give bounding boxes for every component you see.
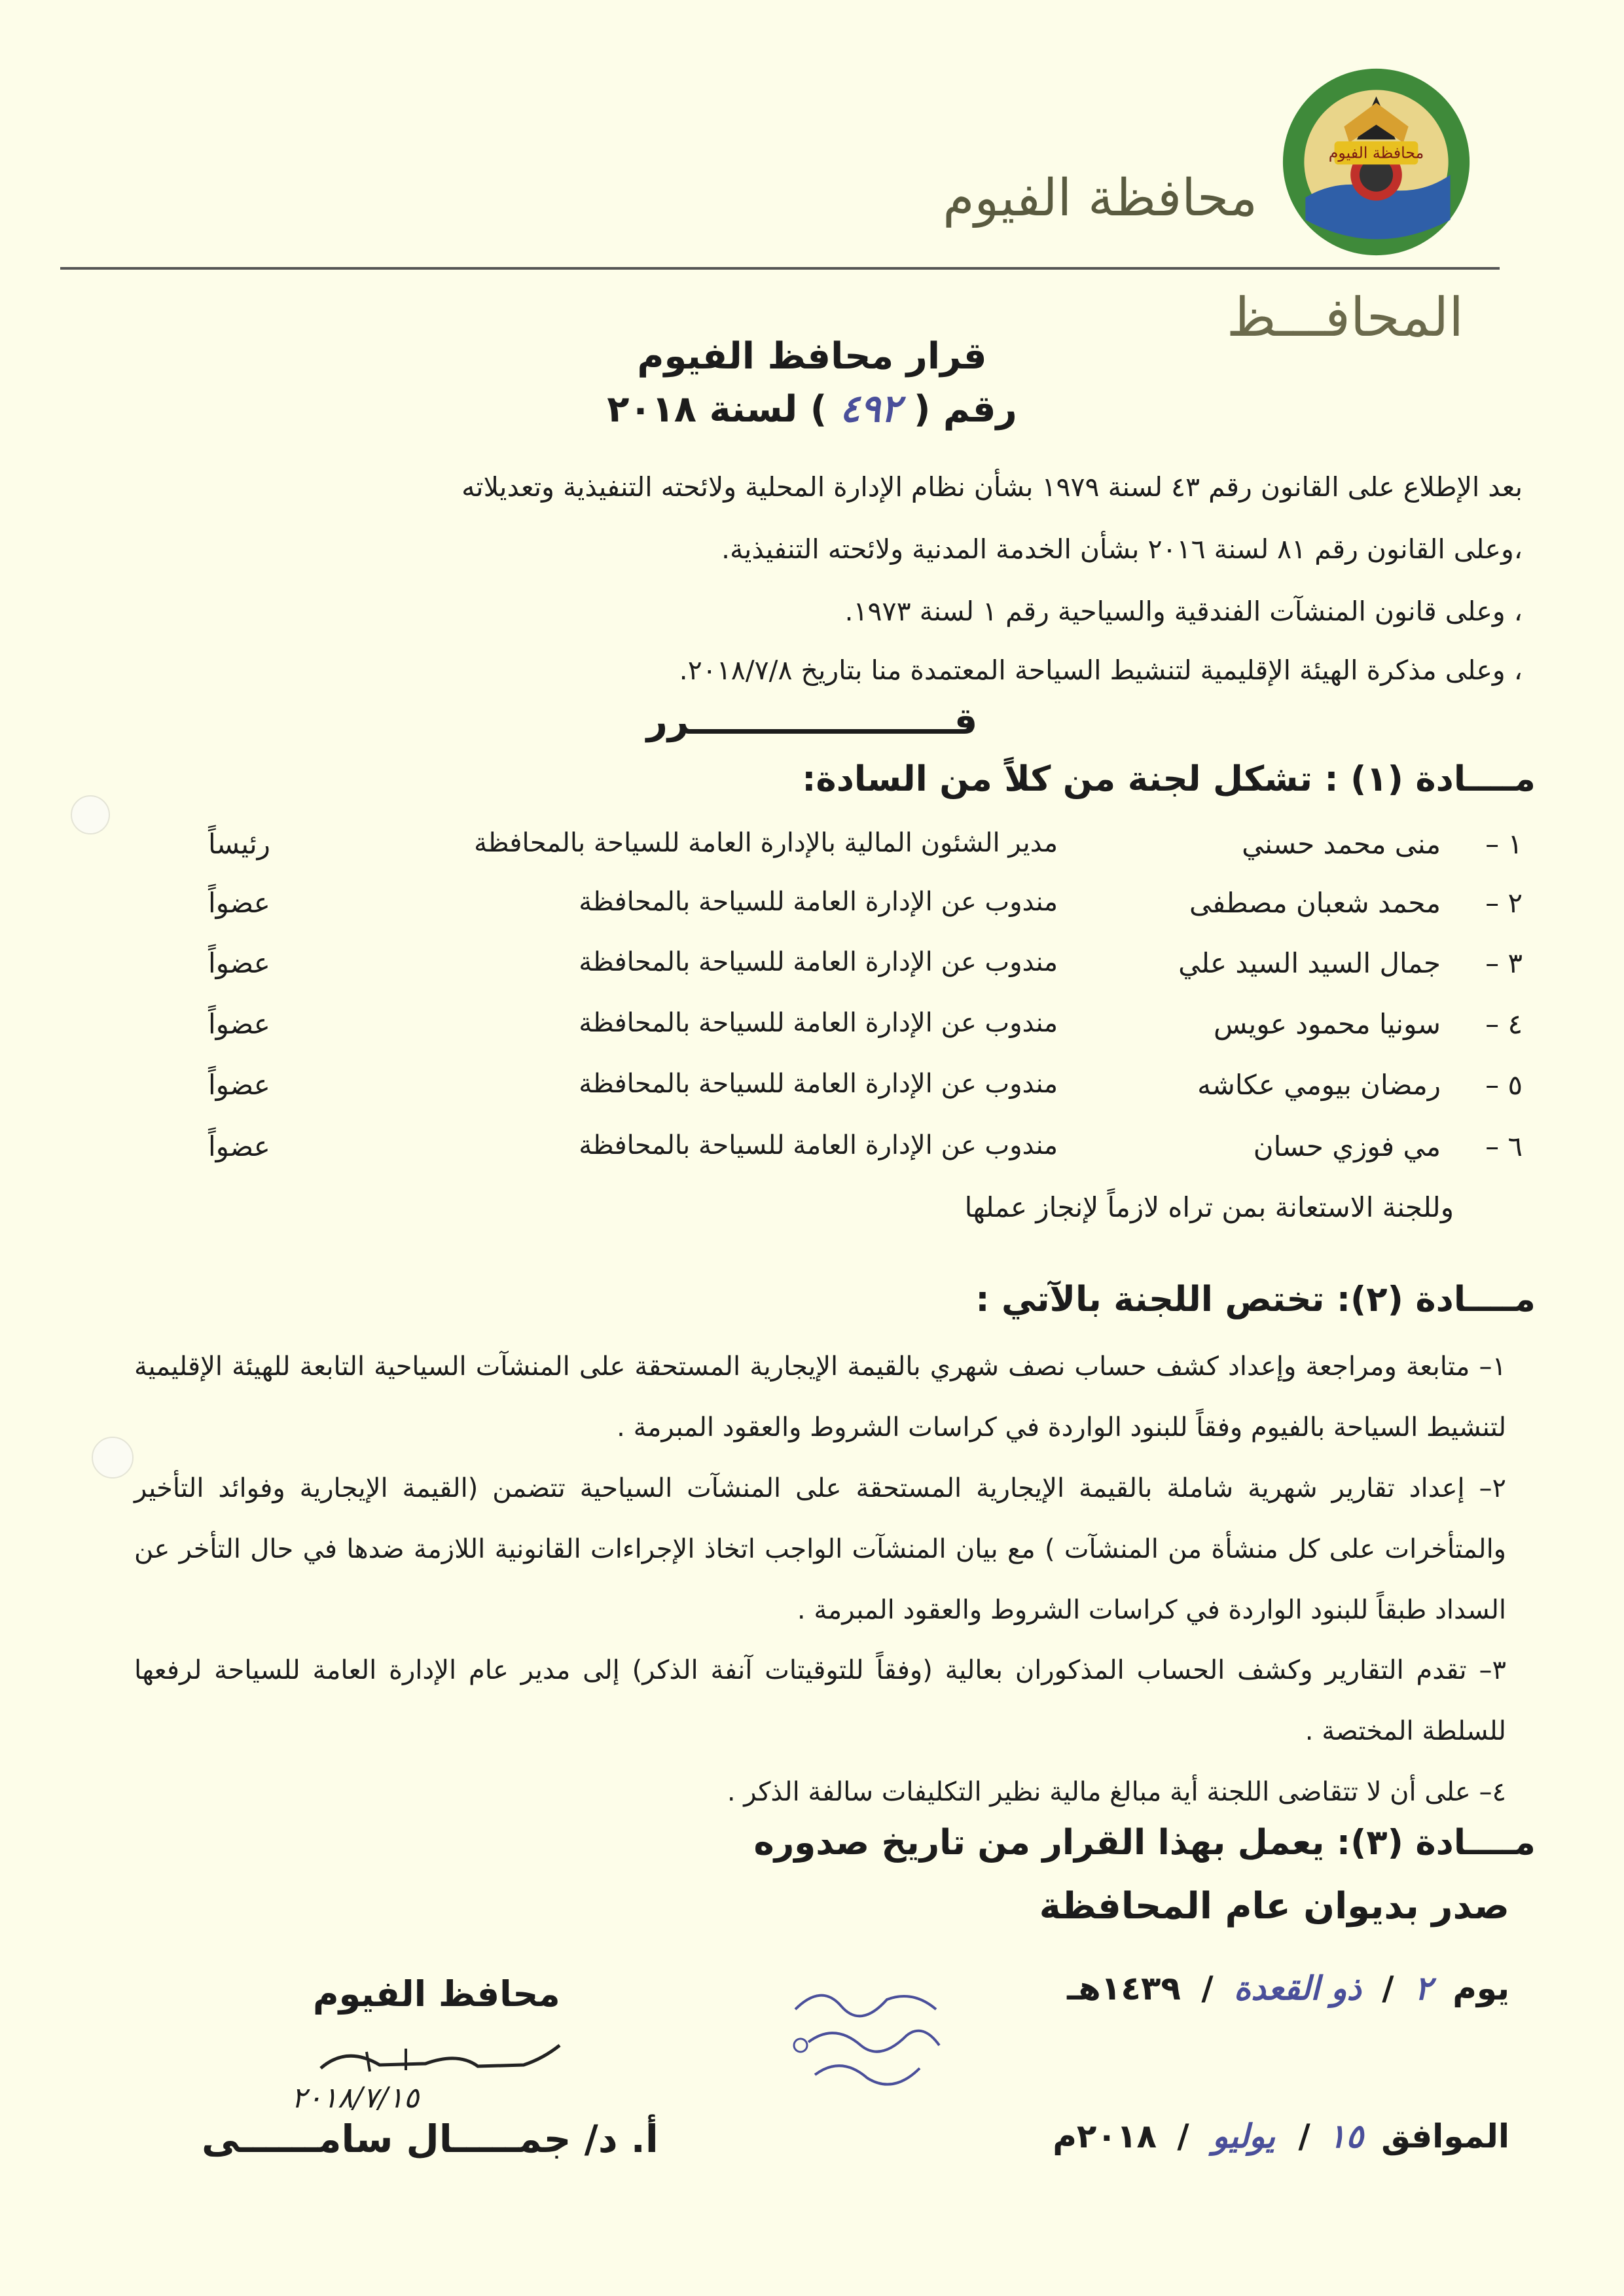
logo-text: محافظة الفيوم (1328, 143, 1424, 162)
issued-at: صدر بديوان عام المحافظة (1039, 1885, 1509, 1928)
article-3-heading: مــــادة (٣): يعمل بهذا القرار من تاريخ صدوره (753, 1823, 1536, 1863)
member-title: مندوب عن الإدارة العامة للسياحة بالمحافظة (579, 1008, 1058, 1038)
member-role: عضواً (208, 1008, 270, 1040)
member-number: ١ – (1485, 828, 1523, 860)
decree-number-prefix: رقم ( (913, 388, 1017, 431)
gregorian-day-handwritten: ١٥ (1328, 2117, 1363, 2155)
member-title: مندوب عن الإدارة العامة للسياحة بالمحافظة (579, 1130, 1058, 1160)
header-divider (60, 267, 1500, 270)
member-title: مندوب عن الإدارة العامة للسياحة بالمحافظة (579, 947, 1058, 977)
gregorian-date-line: الموافق ١٥ / يوليو / ٢٠١٨م (1053, 2117, 1509, 2155)
decree-number-handwritten: ٤٩٢ (839, 386, 901, 431)
member-role: رئيساً (208, 828, 270, 860)
article-2-item: ٣– تقدم التقارير وكشف الحساب المذكوران بعالية (وفقاً للتوقيتات آنفة الذكر) إلى مدير عام الإدارة العامة للسياحة لرفعها للسلطة المختصة . (134, 1655, 1506, 1746)
gregorian-year: ٢٠١٨م (1053, 2117, 1157, 2155)
member-title: مندوب عن الإدارة العامة للسياحة بالمحافظة (579, 887, 1058, 917)
handwritten-signature (308, 2032, 569, 2085)
preamble-line: ، وعلى قانون المنشآت الفندقية والسياحية رقم ١ لسنة ١٩٧٣. (844, 596, 1523, 627)
decides-heading: قـــــــــــــــــــــرر (646, 700, 978, 743)
hijri-month-handwritten: ذو القعدة (1234, 1969, 1362, 2007)
member-name: سونيا محمود عويس (1213, 1008, 1441, 1040)
office-title: المحافـــظ (1226, 287, 1464, 349)
article-2-item: ٤– على أن لا تتقاضى اللجنة أية مبالغ مالية نظير التكليفات سالفة الذكر . (727, 1777, 1506, 1807)
day-label: يوم (1453, 1969, 1509, 2007)
preamble-line: ، وعلى مذكرة الهيئة الإقليمية لتنشيط السياحة المعتمدة منا بتاريخ ٢٠١٨/٧/٨. (679, 655, 1523, 686)
preamble-line: ،وعلى القانون رقم ٨١ لسنة ٢٠١٦ بشأن الخدمة المدنية ولائحته التنفيذية. (721, 533, 1523, 565)
member-number: ٦ – (1485, 1130, 1523, 1162)
member-name: مي فوزي حسان (1253, 1130, 1441, 1162)
decree-number-suffix: ) لسنة ٢٠١٨ (607, 388, 827, 431)
signatory-name: أ. د/ جمـــــال سامــــــى (202, 2117, 659, 2161)
hijri-year: ١٤٣٩هـ (1067, 1969, 1181, 2007)
punch-hole (92, 1437, 134, 1479)
member-role: عضواً (208, 887, 270, 919)
decree-number (0, 386, 1624, 431)
member-name: جمال السيد السيد علي (1178, 947, 1441, 979)
handwritten-receipt-note (782, 1970, 952, 2101)
article-2-item: ١– متابعة ومراجعة وإعداد كشف حساب نصف شهري بالقيمة الإيجارية المستحقة على المنشآت السياحية التابعة للهيئة الإقليمية لتنشيط السياحة بالفيوم وفقاً للبنود الواردة في كراسات الشروط والعقود المبرمة . (134, 1352, 1506, 1443)
member-title: مندوب عن الإدارة العامة للسياحة بالمحافظة (579, 1069, 1058, 1099)
day-handwritten: ٢ (1414, 1969, 1432, 2007)
member-role: عضواً (208, 1130, 270, 1162)
preamble-line: بعد الإطلاع على القانون رقم ٤٣ لسنة ١٩٧٩ بشأن نظام الإدارة المحلية ولائحته التنفيذية وتعديلاته (461, 471, 1523, 503)
governorate-name: محافظة الفيوم (943, 169, 1257, 228)
member-number: ٢ – (1485, 887, 1523, 919)
member-number: ٣ – (1485, 947, 1523, 979)
member-number: ٥ – (1485, 1069, 1523, 1101)
member-role: عضواً (208, 947, 270, 979)
signature-date-handwritten: ٢٠١٨/٧/١٥ (291, 2081, 420, 2115)
article-1-heading: مــــادة (١) : تشكل لجنة من كلاً من السادة: (802, 759, 1536, 799)
governorate-logo (1280, 65, 1473, 259)
article-2-heading: مــــادة (٢): تختص اللجنة بالآتي : (975, 1280, 1536, 1319)
signatory-title: محافظ الفيوم (313, 1973, 560, 2015)
gregorian-label: الموافق (1381, 2117, 1509, 2155)
member-name: منى محمد حسني (1242, 828, 1441, 860)
member-role: عضواً (208, 1069, 270, 1101)
decree-title: قرار محافظ الفيوم (637, 335, 987, 378)
article-1-closing: وللجنة الاستعانة بمن تراه لازماً لإنجاز عملها (964, 1191, 1454, 1223)
member-number: ٤ – (1485, 1008, 1523, 1040)
punch-hole (71, 795, 110, 834)
member-name: رمضان بيومي عكاشه (1197, 1069, 1441, 1101)
article-2-item: ٢– إعداد تقارير شهرية شاملة بالقيمة الإيجارية المستحقة على المنشآت السياحية تتضمن (القيمة الإيجارية وفوائد التأخير والمتأخرات على كل منشأة من المنشآت ) مع بيان المنشآت الواجب اتخاذ الإجراءات القانونية اللازمة ضدها في حال التأخر عن السداد طبقاً للبنود الواردة في كراسات الشروط والعقود المبرمة . (134, 1473, 1506, 1625)
hijri-date-line: يوم ٢ / ذو القعدة / ١٤٣٩هـ (1067, 1969, 1509, 2007)
member-title: مدير الشئون المالية بالإدارة العامة للسياحة بالمحافظة (474, 828, 1058, 858)
member-name: محمد شعبان مصطفى (1189, 887, 1441, 919)
gregorian-month-handwritten: يوليو (1212, 2117, 1276, 2155)
